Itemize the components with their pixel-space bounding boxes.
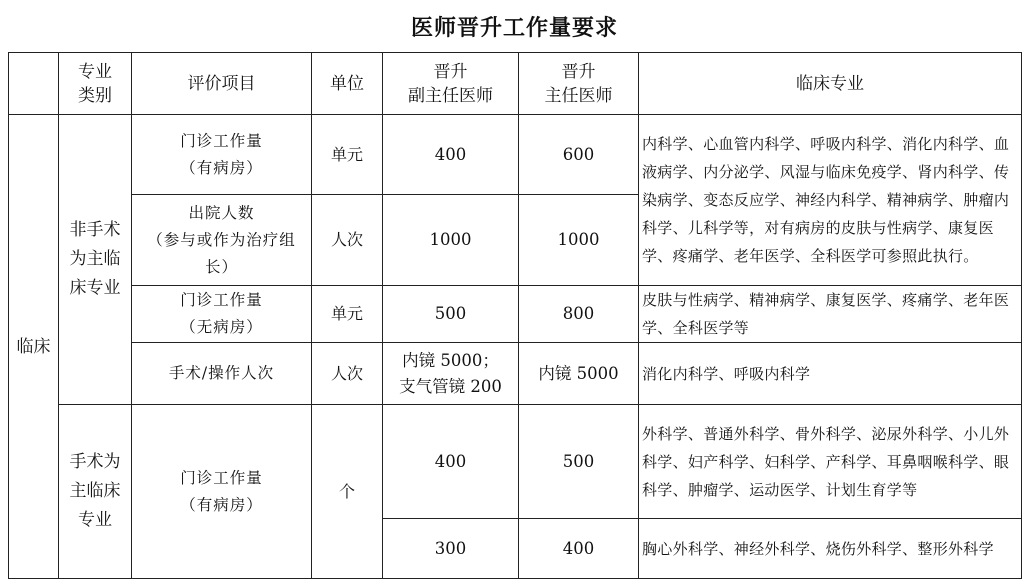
specialty-cell: 皮肤与性病学、精神病学、康复医学、疼痛学、老年医学、全科医学等 bbox=[639, 286, 1022, 343]
item-cell: 手术/操作人次 bbox=[132, 343, 312, 405]
header-blank bbox=[9, 53, 59, 115]
table-header-row bbox=[9, 53, 1022, 115]
item-cell: 门诊工作量 （无病房） bbox=[132, 286, 312, 343]
deputy-value: 1000 bbox=[383, 195, 519, 286]
document-title: 医师晋升工作量要求 bbox=[410, 14, 618, 41]
deputy-value: 400 bbox=[383, 405, 519, 519]
item-cell: 门诊工作量 （有病房） bbox=[132, 405, 312, 579]
deputy-value: 500 bbox=[383, 286, 519, 343]
item-cell: 出院人数 （参与或作为治疗组长） bbox=[132, 195, 312, 286]
specialty-cell: 胸心外科学、神经外科学、烧伤外科学、整形外科学 bbox=[639, 519, 1022, 579]
header-specialty: 临床专业 bbox=[639, 53, 1022, 115]
chief-value: 1000 bbox=[519, 195, 639, 286]
unit-cell: 个 bbox=[312, 405, 383, 579]
chief-value: 800 bbox=[519, 286, 639, 343]
deputy-value: 400 bbox=[383, 115, 519, 195]
unit-cell: 单元 bbox=[312, 286, 383, 343]
workload-table bbox=[8, 52, 1022, 579]
header-chief: 晋升 主任医师 bbox=[519, 53, 639, 115]
chief-value: 400 bbox=[519, 519, 639, 579]
table-row bbox=[9, 343, 1022, 405]
category-surgical: 手术为 主临床 专业 bbox=[59, 405, 132, 579]
deputy-value: 300 bbox=[383, 519, 519, 579]
header-deputy-chief: 晋升 副主任医师 bbox=[383, 53, 519, 115]
header-item: 评价项目 bbox=[132, 53, 312, 115]
chief-value: 500 bbox=[519, 405, 639, 519]
table-row bbox=[9, 286, 1022, 343]
specialty-cell: 消化内科学、呼吸内科学 bbox=[639, 343, 1022, 405]
area-cell: 临床 bbox=[9, 115, 59, 579]
category-non-surgical: 非手术 为主临 床专业 bbox=[59, 115, 132, 405]
specialty-cell: 内科学、心血管内科学、呼吸内科学、消化内科学、血液病学、内分泌学、风湿与临床免疫学、肾内科学、传染病学、变态反应学、神经内科学、精神病学、肿瘤内科学、儿科学等，对有病房的皮肤与性病学、康复医学、疼痛学、老年医学、全科医学可参照此执行。 bbox=[639, 115, 1022, 286]
unit-cell: 单元 bbox=[312, 115, 383, 195]
header-category: 专业 类别 bbox=[59, 53, 132, 115]
item-cell: 门诊工作量 （有病房） bbox=[132, 115, 312, 195]
chief-value: 内镜 5000 bbox=[519, 343, 639, 405]
deputy-value: 内镜 5000； 支气管镜 200 bbox=[383, 343, 519, 405]
table-row bbox=[9, 115, 1022, 195]
header-unit: 单位 bbox=[312, 53, 383, 115]
table-row bbox=[9, 405, 1022, 519]
unit-cell: 人次 bbox=[312, 195, 383, 286]
specialty-cell: 外科学、普通外科学、骨外科学、泌尿外科学、小儿外科学、妇产科学、妇科学、产科学、耳鼻咽喉科学、眼科学、肿瘤学、运动医学、计划生育学等 bbox=[639, 405, 1022, 519]
chief-value: 600 bbox=[519, 115, 639, 195]
unit-cell: 人次 bbox=[312, 343, 383, 405]
